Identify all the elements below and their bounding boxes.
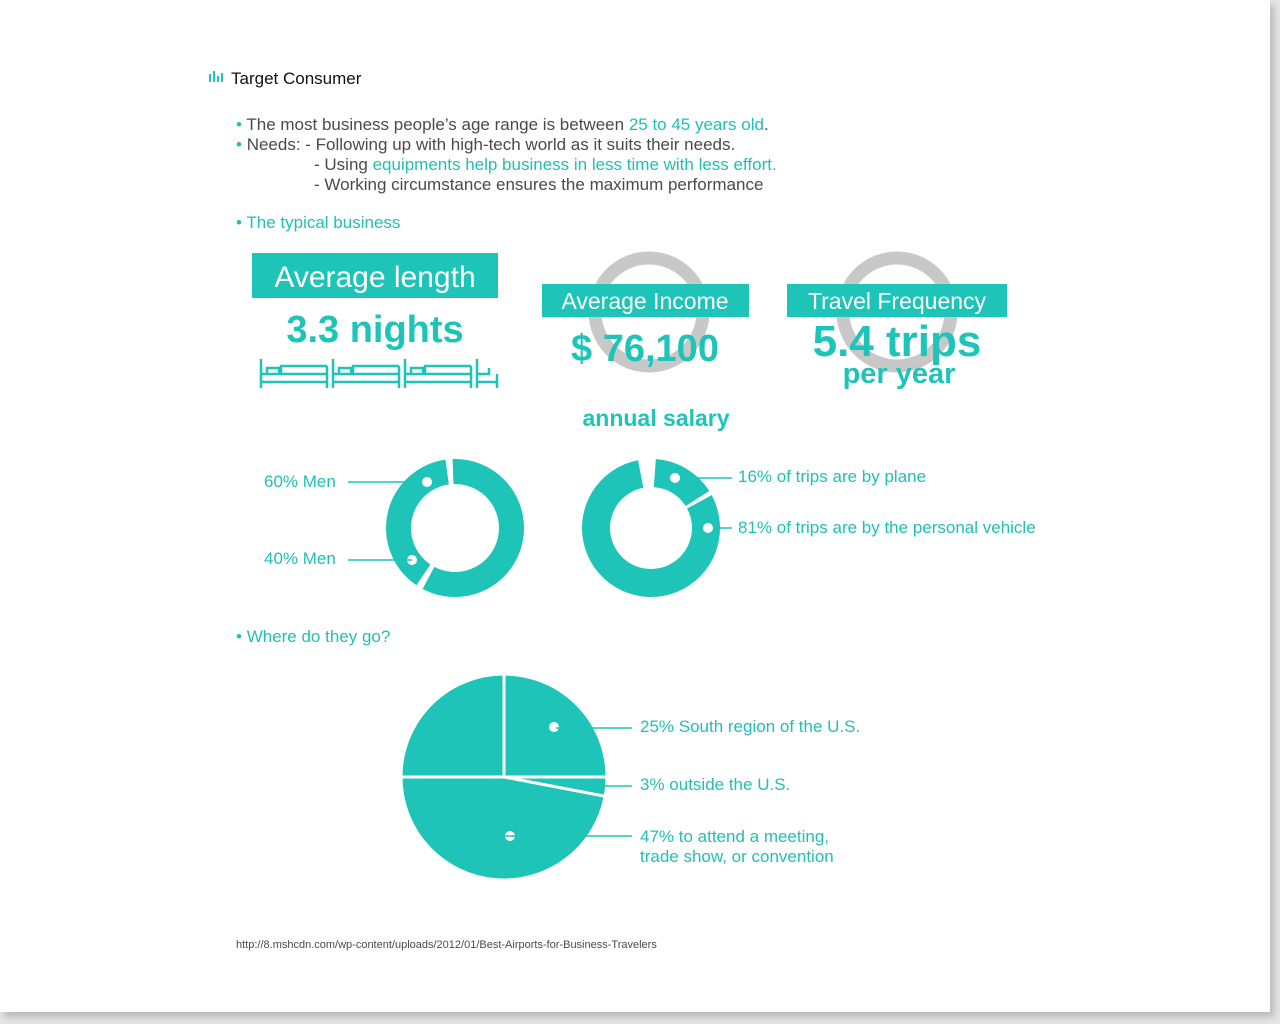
bullet: •	[236, 115, 242, 134]
gender-donut-chart	[386, 459, 524, 597]
trip-mode-donut-chart	[582, 459, 720, 597]
pie-slice-4	[401, 674, 504, 777]
label-men-40: 40% Men	[264, 549, 336, 568]
section-where-they-go: • Where do they go?	[236, 627, 391, 646]
label-men-60: 60% Men	[264, 472, 336, 491]
travel-frequency-value: 5.4 trips	[812, 317, 982, 366]
donut-slice-trip-1	[654, 459, 709, 506]
age-range-highlight: 25 to 45 years old	[628, 115, 764, 134]
label-meeting-line-2: trade show, or convention	[640, 847, 834, 866]
section-typical-business: • The typical business	[236, 213, 401, 232]
bed-icon	[477, 359, 497, 388]
travel-frequency-sub: per year	[842, 358, 956, 390]
slice-marker-men-60	[422, 477, 432, 487]
intro-line-4: - Working circumstance ensures the maximum performance	[314, 175, 764, 194]
source-url: http://8.mshcdn.com/wp-content/uploads/2012/01/Best-Airports-for-Business-Travelers	[236, 939, 657, 951]
page-title: Target Consumer	[231, 69, 362, 88]
bed-icon	[261, 359, 327, 388]
slice-marker-south	[549, 722, 559, 732]
label-meeting-line-1: 47% to attend a meeting,	[640, 827, 830, 846]
average-income-sub: annual salary	[582, 405, 730, 431]
label-outside: 3% outside the U.S.	[640, 775, 791, 794]
pie-slice-3	[401, 777, 605, 880]
equipment-highlight: equipments help business in less time with less effort.	[372, 155, 777, 174]
intro-line-2: • Needs: - Following up with high-tech world as it suits their needs.	[236, 135, 736, 154]
bed-icon	[405, 359, 471, 388]
slice-marker-vehicle	[703, 523, 713, 533]
slice-marker-plane	[670, 473, 680, 483]
average-income-title: Average Income	[561, 288, 729, 314]
destination-pie-chart	[401, 674, 607, 880]
label-south: 25% South region of the U.S.	[640, 717, 861, 736]
average-length-value: 3.3 nights	[286, 309, 464, 351]
intro-line-1: • The most business people’s age range is between 25 to 45 years old.	[236, 115, 769, 134]
intro-line-3: - Using equipments help business in less time with less effort.	[314, 155, 777, 174]
average-income-value: $ 76,100	[571, 328, 719, 370]
donut-slice-gender-2	[386, 460, 449, 586]
label-vehicle: 81% of trips are by the personal vehicle	[738, 518, 1036, 537]
travel-frequency-title: Travel Frequency	[807, 288, 987, 314]
bed-icon	[333, 359, 399, 388]
bed-icons	[261, 359, 497, 388]
average-length-title: Average length	[274, 261, 476, 294]
label-plane: 16% of trips are by plane	[738, 467, 927, 486]
bar-chart-icon	[209, 71, 223, 82]
